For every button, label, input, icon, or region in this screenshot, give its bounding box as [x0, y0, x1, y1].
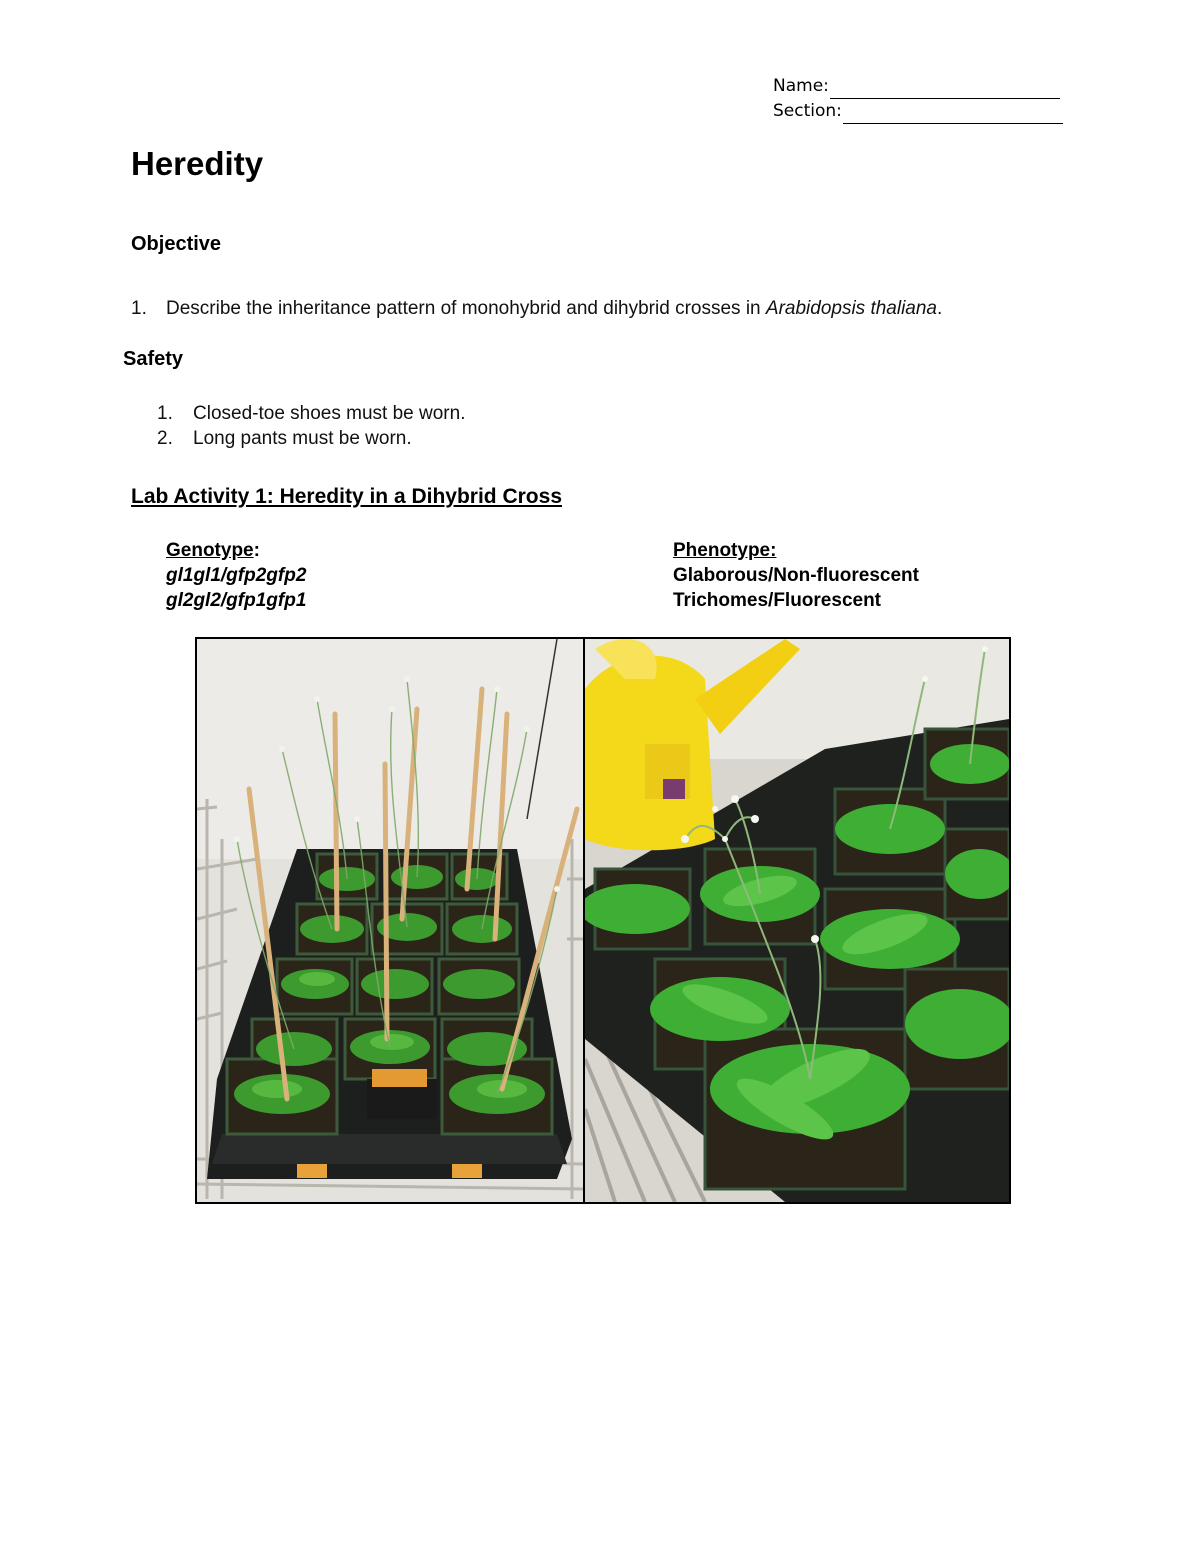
genotype-column	[166, 538, 306, 613]
species-name: Arabidopsis thaliana	[765, 298, 938, 319]
genotype-label-row	[166, 538, 306, 563]
plant-closeup-photo	[583, 637, 1011, 1204]
safety-item-1	[157, 401, 465, 426]
section-blank-line	[843, 105, 1063, 124]
objective-item-1	[131, 296, 942, 321]
page-title: Heredity	[131, 145, 264, 182]
genotype-colon: :	[253, 540, 260, 561]
safety-item-text: Long pants must be worn.	[193, 428, 412, 449]
safety-item-text: Closed-toe shoes must be worn.	[193, 403, 466, 424]
name-row	[773, 74, 1063, 99]
plant-closeup-illustration	[585, 639, 1009, 1202]
phenotype-value-2: Trichomes/Fluorescent	[673, 590, 882, 611]
safety-list	[157, 401, 465, 451]
objective-item-number: 1.	[131, 298, 147, 319]
lab-activity-heading: Lab Activity 1: Heredity in a Dihybrid Cross	[131, 485, 562, 508]
genotype-value-2: gl2gl2/gfp1gfp1	[166, 590, 307, 611]
section-label: Section:	[773, 101, 842, 121]
objective-item-text: Describe the inheritance pattern of monohybrid and dihybrid crosses in	[166, 298, 766, 319]
genotype-value-1: gl1gl1/gfp2gfp2	[166, 565, 307, 586]
name-blank-line	[830, 80, 1060, 99]
safety-item-number: 2.	[157, 428, 173, 449]
phenotype-value-1: Glaborous/Non-fluorescent	[673, 565, 919, 586]
phenotype-label: Phenotype:	[673, 540, 777, 561]
name-section-block	[773, 74, 1063, 124]
safety-item-2	[157, 426, 465, 451]
plant-tray-illustration	[197, 639, 583, 1202]
genotype-label: Genotype	[166, 540, 254, 561]
safety-item-number: 1.	[157, 403, 173, 424]
phenotype-column	[673, 538, 919, 613]
section-row	[773, 99, 1063, 124]
safety-heading: Safety	[123, 348, 184, 370]
plant-tray-photo	[195, 637, 585, 1204]
objective-item-end: .	[937, 298, 943, 319]
objective-heading: Objective	[131, 233, 222, 255]
name-label: Name:	[773, 76, 829, 96]
